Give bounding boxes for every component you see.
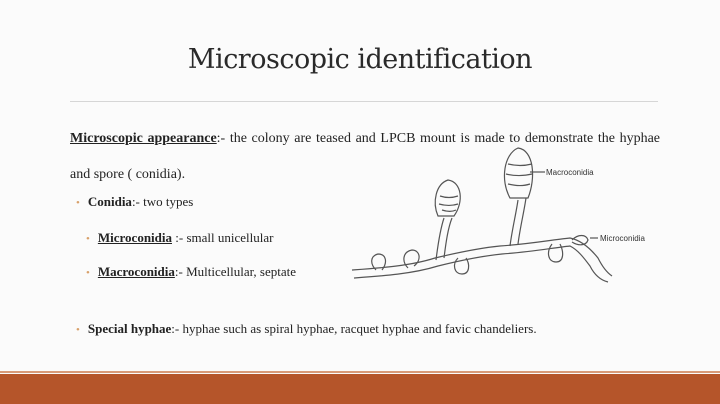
bullet-text: :- hyphae such as spiral hyphae, racquet hyphae and favic chandeliers. — [171, 321, 537, 336]
bullet-term: Conidia — [87, 194, 132, 209]
intro-lead: Microscopic appearance — [70, 131, 217, 146]
hyphae-diagram — [340, 140, 645, 300]
bullet-macroconidia — [86, 264, 296, 280]
bullet-microconidia — [86, 230, 273, 246]
bullet-text: :- small unicellular — [172, 230, 274, 245]
label-macroconidia: Macroconidia — [546, 168, 594, 177]
bullet-text: :- two types — [131, 194, 194, 209]
bullet-conidia — [76, 194, 193, 210]
bullet-term: Macroconidia — [97, 264, 175, 279]
label-microconidia: Microconidia — [600, 234, 645, 243]
footer-band — [0, 374, 720, 404]
bullet-marker: • — [86, 267, 90, 279]
bullet-marker: • — [76, 197, 80, 209]
bullet-text: :- Multicellular, septate — [174, 264, 297, 279]
bullet-marker: • — [86, 233, 90, 245]
bullet-term: Special hyphae — [87, 321, 172, 336]
bullet-term: Microconidia — [97, 230, 172, 245]
intro-text: :- the colony are teased and LPCB mount is made to demonstrate the hyphae and spore ( conidia). — [70, 131, 660, 182]
title-divider — [70, 101, 658, 102]
bullet-special-hyphae — [76, 321, 537, 337]
bullet-marker: • — [76, 324, 80, 336]
footer-accent-line — [0, 371, 720, 373]
slide-title: Microscopic identification — [187, 44, 533, 75]
